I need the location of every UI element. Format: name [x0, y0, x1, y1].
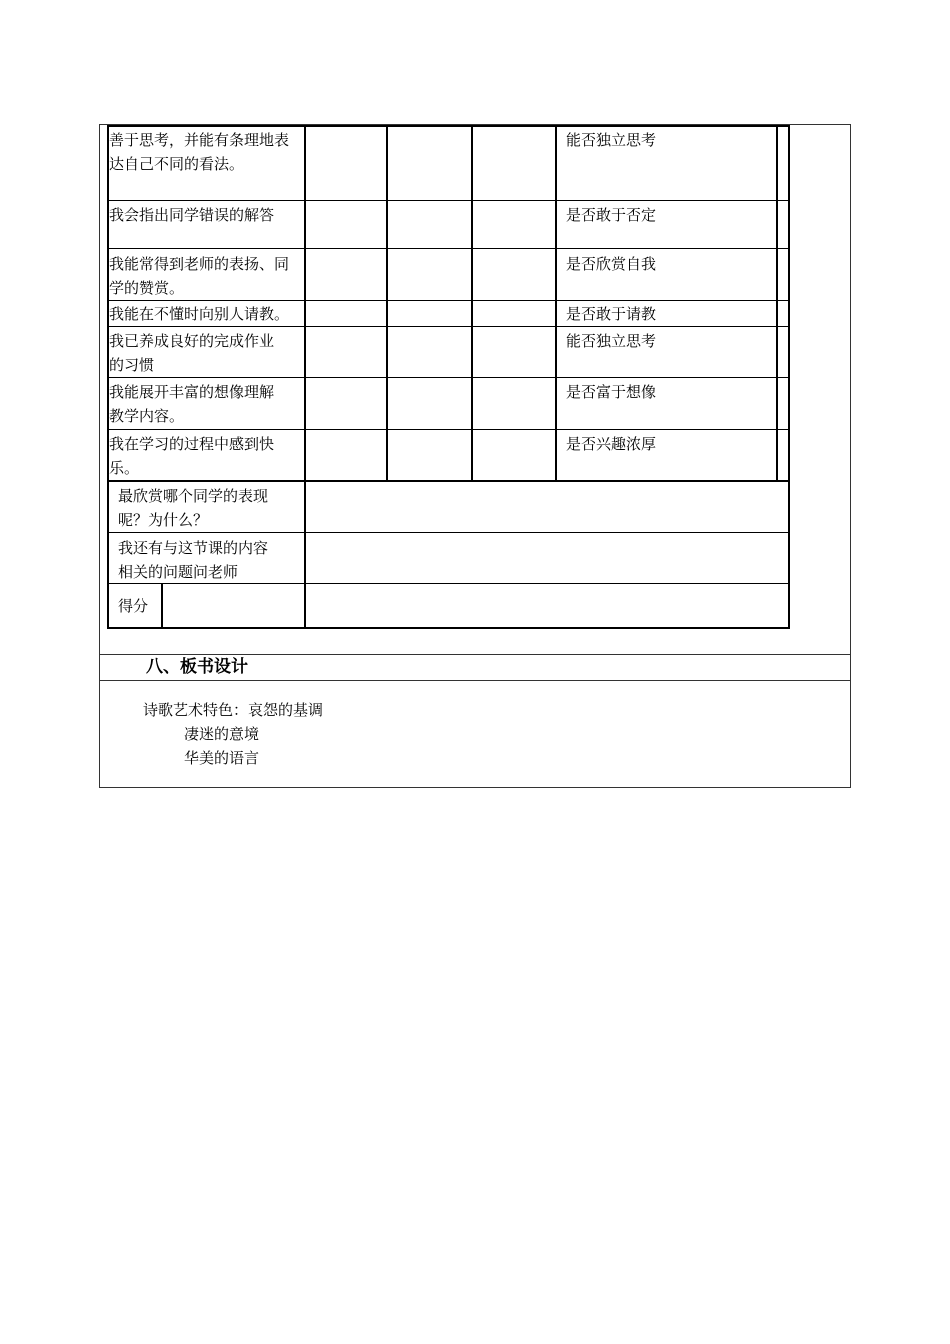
eval-criterion-1: 能否独立思考 — [566, 131, 657, 149]
eval-item-6-line-1: 我能展开丰富的想像理解 — [109, 383, 275, 401]
eval-criterion-3: 是否欣赏自我 — [566, 255, 657, 273]
row-divider — [107, 532, 790, 533]
question-2-line-2: 相关的问题问老师 — [118, 563, 239, 581]
eval-item-7-line-2: 乐。 — [109, 459, 140, 477]
row-divider — [107, 326, 790, 327]
table-bottom-border — [107, 627, 790, 629]
table-right-border — [788, 125, 790, 629]
eval-item-3-line-1: 我能常得到老师的表扬、同 — [109, 255, 290, 273]
board-line-2: 凄迷的意境 — [184, 725, 260, 743]
row-divider — [107, 200, 790, 201]
eval-criterion-5: 能否独立思考 — [566, 332, 657, 350]
eval-item-6-line-2: 教学内容。 — [109, 407, 185, 425]
column-divider — [386, 125, 388, 481]
row-divider — [107, 300, 790, 301]
row-divider — [107, 429, 790, 430]
eval-item-1-line-1: 善于思考，并能有条理地表 — [109, 131, 290, 149]
question-1-line-2: 呢？为什么？ — [118, 511, 209, 529]
board-line-3: 华美的语言 — [184, 749, 260, 767]
section-divider-top — [100, 654, 850, 655]
column-divider — [555, 125, 557, 481]
eval-criterion-6: 是否富于想像 — [566, 383, 657, 401]
eval-criterion-4: 是否敢于请教 — [566, 305, 657, 323]
column-divider — [304, 125, 306, 629]
eval-item-3-line-2: 学的赞赏。 — [109, 279, 185, 297]
eval-item-4-line-1: 我能在不懂时向别人请教。 — [109, 305, 290, 323]
question-1-line-1: 最欣赏哪个同学的表现 — [118, 487, 269, 505]
eval-item-5-line-1: 我已养成良好的完成作业 — [109, 332, 275, 350]
eval-item-2-line-1: 我会指出同学错误的解答 — [109, 206, 275, 224]
eval-item-5-line-2: 的习惯 — [109, 356, 155, 374]
score-label: 得分 — [118, 597, 149, 615]
table-left-border — [107, 125, 109, 629]
row-divider — [107, 377, 790, 378]
column-divider — [471, 125, 473, 481]
board-line-1: 诗歌艺术特色：哀怨的基调 — [143, 701, 324, 719]
score-cell-divider — [161, 583, 163, 629]
eval-criterion-2: 是否敢于否定 — [566, 206, 657, 224]
row-divider — [107, 248, 790, 249]
eval-item-1-line-2: 达自己不同的看法。 — [109, 155, 245, 173]
table-top-border — [107, 125, 790, 127]
question-2-line-1: 我还有与这节课的内容 — [118, 539, 269, 557]
eval-item-7-line-1: 我在学习的过程中感到快 — [109, 435, 275, 453]
section-title: 八、板书设计 — [146, 657, 248, 677]
section-divider-bottom — [100, 680, 850, 681]
row-divider — [107, 480, 790, 482]
column-divider — [776, 125, 778, 481]
eval-criterion-7: 是否兴趣浓厚 — [566, 435, 657, 453]
